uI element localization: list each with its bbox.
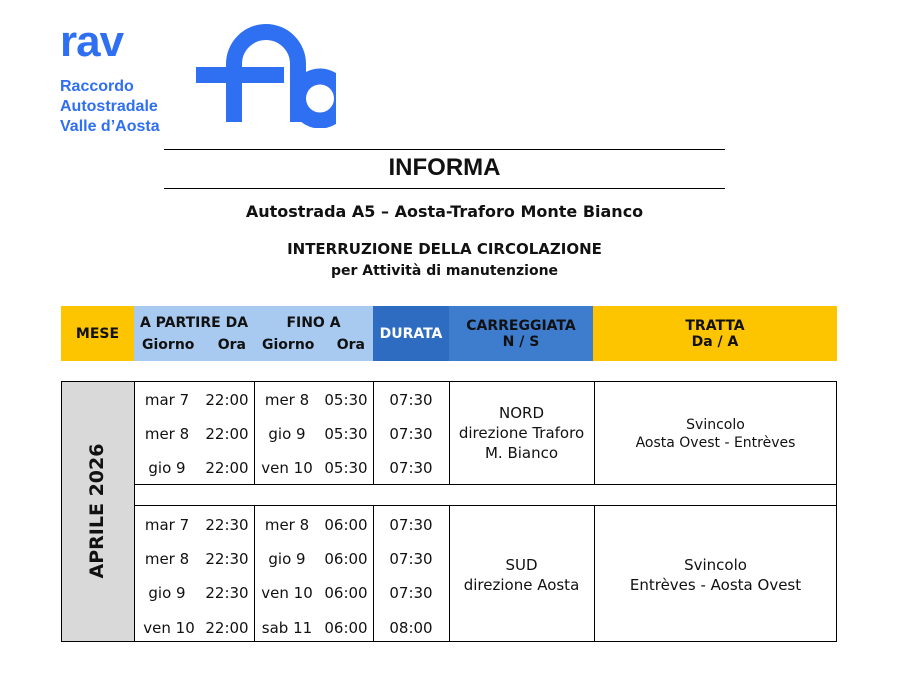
logo-name — [60, 77, 160, 137]
notice-reason: per Attività di manutenzione — [330, 263, 559, 279]
logo-line: Raccordo — [60, 78, 134, 95]
logo-mark-icon — [196, 18, 336, 128]
col-from-label: A PARTIRE DA — [139, 314, 249, 331]
from-day: gio 9 — [148, 584, 186, 602]
carreggiata-sud — [449, 555, 594, 595]
to-day: mer 8 — [264, 391, 310, 409]
col-mese-label: MESE — [75, 325, 120, 342]
month-label: APRILE 2026 — [86, 443, 108, 579]
col-to — [254, 306, 373, 361]
to-day: gio 9 — [268, 550, 306, 568]
to-time: 05:30 — [324, 391, 368, 409]
from-time: 22:00 — [205, 391, 249, 409]
page-title: INFORMA — [388, 154, 501, 181]
from-time: 22:00 — [205, 459, 249, 477]
durata: 07:30 — [389, 584, 433, 602]
tratta-line: Svincolo — [686, 417, 745, 433]
tratta-line: Entrèves - Aosta Ovest — [629, 576, 802, 594]
col-tratta — [593, 306, 837, 361]
to-day: sab 11 — [261, 619, 313, 637]
from-time: 22:00 — [205, 619, 249, 637]
carreggiata-line: NORD — [499, 404, 544, 422]
logo-line: Autostradale — [60, 98, 158, 115]
to-time: 06:00 — [324, 516, 368, 534]
tratta-sud — [594, 555, 837, 595]
to-time: 06:00 — [324, 619, 368, 637]
col-durata — [373, 306, 449, 361]
group-spacer — [134, 484, 837, 506]
durata: 07:30 — [389, 516, 433, 534]
col-mese — [61, 306, 134, 361]
from-day: mer 8 — [144, 425, 190, 443]
from-time: 22:30 — [205, 516, 249, 534]
from-time: 22:30 — [205, 550, 249, 568]
carreggiata-nord — [449, 403, 594, 463]
to-day: gio 9 — [268, 425, 306, 443]
carreggiata-line: SUD — [505, 556, 538, 574]
to-day: ven 10 — [261, 584, 313, 602]
tratta-nord — [594, 416, 837, 452]
to-time: 06:00 — [324, 550, 368, 568]
from-day: gio 9 — [148, 459, 186, 477]
col-from-ora: Ora — [217, 336, 246, 353]
from-time: 22:00 — [205, 425, 249, 443]
to-time: 05:30 — [324, 425, 368, 443]
col-to-ora: Ora — [336, 336, 365, 353]
title-rule-bottom — [164, 188, 725, 189]
from-day: mar 7 — [144, 391, 190, 409]
col-tratta-sub: Da / A — [691, 333, 739, 350]
durata: 07:30 — [389, 391, 433, 409]
col-carreggiata — [449, 306, 593, 361]
col-from — [134, 306, 254, 361]
to-time: 06:00 — [324, 584, 368, 602]
tratta-line: Svincolo — [684, 556, 747, 574]
col-carreggiata-sub: N / S — [502, 333, 540, 350]
col-to-giorno: Giorno — [262, 336, 315, 353]
carreggiata-line: M. Bianco — [484, 444, 559, 462]
carreggiata-line: direzione Traforo — [458, 424, 585, 442]
to-day: ven 10 — [261, 459, 313, 477]
logo-line: Valle d’Aosta — [60, 118, 160, 135]
from-day: mar 7 — [144, 516, 190, 534]
col-from-giorno: Giorno — [142, 336, 195, 353]
to-day: mer 8 — [264, 516, 310, 534]
from-time: 22:30 — [205, 584, 249, 602]
title-rule-top — [164, 149, 725, 150]
tratta-line: Aosta Ovest - Entrèves — [635, 435, 796, 451]
logo-short: rav — [60, 17, 124, 66]
col-to-label: FINO A — [286, 314, 341, 331]
durata: 07:30 — [389, 425, 433, 443]
logo — [60, 18, 160, 137]
durata: 07:30 — [389, 459, 433, 477]
durata: 08:00 — [389, 619, 433, 637]
col-tratta-label: TRATTA — [685, 317, 745, 334]
durata: 07:30 — [389, 550, 433, 568]
from-day: ven 10 — [143, 619, 195, 637]
notice-title: INTERRUZIONE DELLA CIRCOLAZIONE — [287, 240, 602, 258]
col-carreggiata-label: CARREGGIATA — [466, 317, 576, 334]
road-name: Autostrada A5 – Aosta-Traforo Monte Bianco — [245, 202, 644, 221]
to-time: 05:30 — [324, 459, 368, 477]
from-day: mer 8 — [144, 550, 190, 568]
col-durata-label: DURATA — [379, 325, 443, 342]
carreggiata-line: direzione Aosta — [463, 576, 580, 594]
